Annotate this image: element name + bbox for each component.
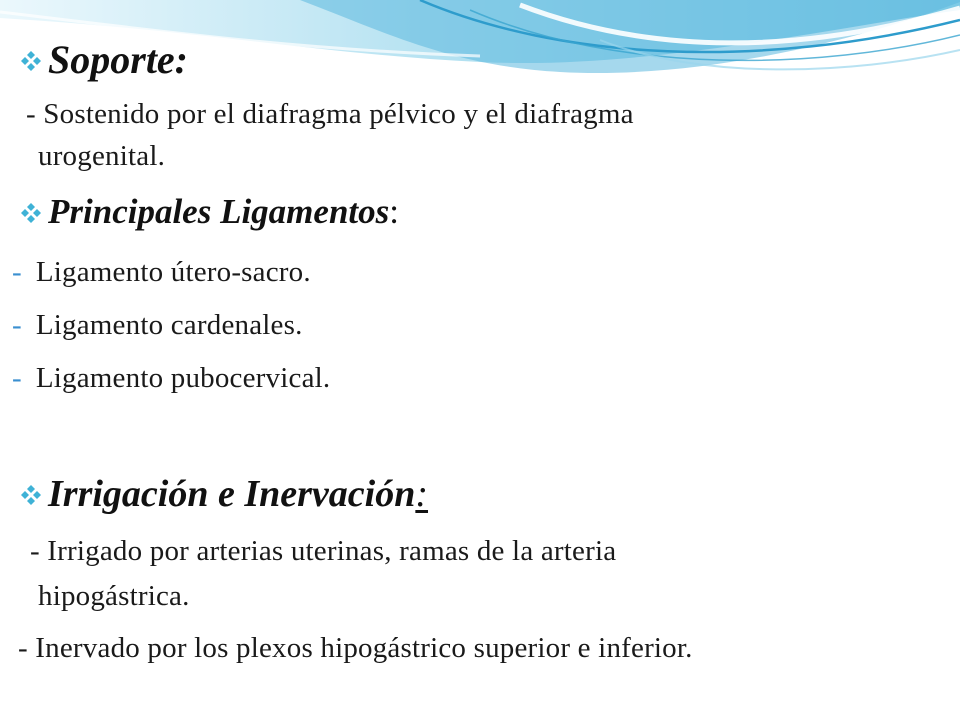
heading-irrigacion <box>20 472 428 516</box>
diamond-cluster-icon <box>20 202 42 224</box>
diamond-cluster-icon <box>20 484 42 506</box>
irrigacion-text-line2: hipogástrica. <box>38 580 190 612</box>
heading-ligamentos-colon: : <box>389 192 399 231</box>
heading-soporte <box>20 36 188 83</box>
ligamento-item-1: Ligamento útero-sacro. <box>35 256 311 288</box>
heading-ligamentos-text: Principales Ligamentos <box>48 192 390 231</box>
heading-irrigacion-text: Irrigación e Inervación <box>48 473 416 515</box>
irrigacion-text-line1: - Irrigado por arterias uterinas, ramas de la arteria <box>30 535 617 567</box>
list-item <box>12 309 303 342</box>
list-item <box>12 362 330 395</box>
diamond-cluster-icon <box>20 50 42 72</box>
list-dash: - <box>12 362 22 394</box>
heading-ligamentos <box>20 192 399 232</box>
heading-soporte-text: Soporte: <box>48 37 188 82</box>
soporte-text-line1: - Sostenido por el diafragma pélvico y el diafragma <box>26 98 634 130</box>
heading-irrigacion-colon: : <box>415 473 429 515</box>
ligamento-item-2: Ligamento cardenales. <box>35 309 303 341</box>
list-item <box>12 256 311 289</box>
ligamento-item-3: Ligamento pubocervical. <box>35 362 331 394</box>
list-dash: - <box>12 256 22 288</box>
soporte-text-line2: urogenital. <box>38 140 166 172</box>
inervacion-text-line: - Inervado por los plexos hipogástrico superior e inferior. <box>18 632 693 664</box>
list-dash: - <box>12 309 22 341</box>
